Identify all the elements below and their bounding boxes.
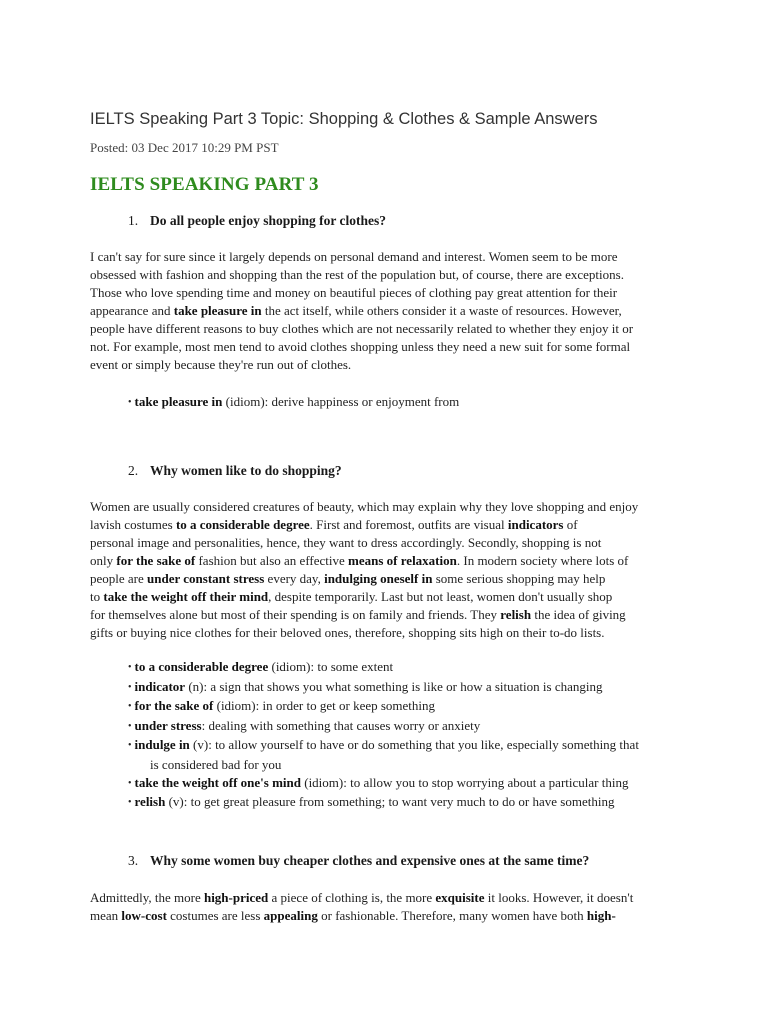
- bold-term: means of relaxation: [348, 553, 457, 568]
- bullet-icon: •: [128, 797, 132, 809]
- vocab-list-2: [128, 658, 688, 813]
- question-1: [128, 213, 386, 229]
- bullet-icon: •: [128, 662, 132, 673]
- bold-term: take the weight off their mind: [103, 589, 269, 604]
- question-number: 3.: [128, 853, 139, 868]
- vocab-term: indulge in: [134, 737, 190, 753]
- question-number: 2.: [128, 463, 139, 478]
- vocab-definition: (idiom): to some extent: [268, 659, 394, 674]
- vocab-definition-continued: is considered bad for you: [150, 756, 282, 772]
- text-line: [90, 570, 680, 588]
- vocab-term: to a considerable degree: [134, 659, 269, 674]
- text-run: , despite temporarily. Last but not least, women don't usually shop: [268, 589, 613, 604]
- text-run: the act itself, while others consider it a waste of resources. However,: [261, 303, 622, 318]
- vocab-item: [128, 393, 688, 413]
- bold-term: relish: [500, 607, 532, 622]
- question-3: [128, 853, 589, 869]
- text-line: [90, 320, 680, 338]
- vocab-definition: (n): a sign that shows you what something is like or how a situation is changing: [185, 678, 603, 694]
- question-text: Why women like to do shopping?: [150, 463, 342, 478]
- text-run: of: [563, 517, 578, 532]
- vocab-item: [128, 697, 688, 717]
- text-run: . In modern society where lots of: [456, 553, 629, 568]
- vocab-item: [128, 793, 688, 813]
- text-line: [90, 606, 680, 624]
- bullet-icon: •: [128, 720, 132, 732]
- bold-term: high-: [586, 908, 616, 923]
- text-run: Women are usually considered creatures of beauty, which may explain why they love shopping and enjoy: [90, 499, 639, 514]
- vocab-term: under stress: [134, 717, 202, 733]
- vocab-item: [128, 717, 688, 737]
- text-run: lavish costumes: [90, 517, 176, 532]
- text-line: [90, 498, 680, 516]
- text-line: [90, 356, 680, 374]
- vocab-term: relish: [134, 794, 166, 810]
- text-run: Those who love spending time and money on beautiful pieces of clothing pay great attention for their: [90, 285, 618, 300]
- bold-term: indicators: [507, 517, 564, 532]
- answer-2: [90, 498, 680, 642]
- posted-date: Posted: 03 Dec 2017 10:29 PM PST: [90, 140, 279, 155]
- question-2: [128, 463, 342, 479]
- bold-term: appealing: [263, 908, 318, 923]
- text-run: to: [90, 589, 104, 604]
- text-run: mean: [90, 908, 122, 923]
- text-run: costumes are less: [166, 908, 264, 923]
- text-line: [90, 588, 680, 606]
- text-run: personal image and personalities, hence, they want to dress accordingly. Secondly, shopping is not: [90, 535, 602, 550]
- text-run: every day,: [264, 571, 325, 586]
- bold-term: high-priced: [203, 890, 269, 905]
- vocab-definition: (idiom): derive happiness or enjoyment from: [222, 394, 460, 409]
- bold-term: take pleasure in: [173, 303, 262, 318]
- bullet-icon: •: [128, 701, 132, 713]
- text-line: [90, 889, 680, 907]
- section-heading: IELTS SPEAKING PART 3: [90, 174, 319, 195]
- bullet-icon: •: [128, 777, 132, 789]
- vocab-term: take pleasure in: [134, 394, 223, 409]
- vocab-definition: (idiom): to allow you to stop worrying about a particular thing: [300, 774, 629, 790]
- text-run: . First and foremost, outfits are visual: [309, 517, 508, 532]
- bold-term: low-cost: [121, 908, 167, 923]
- bullet-icon: •: [128, 397, 132, 408]
- text-line: [90, 302, 680, 320]
- text-line: [90, 248, 680, 266]
- bold-term: indulging oneself in: [324, 571, 433, 586]
- vocab-item: [128, 736, 688, 756]
- text-run: obsessed with fashion and shopping than the rest of the population but, of course, there are exceptions.: [90, 267, 624, 282]
- text-run: people have different reasons to buy clothes which are not necessarily related to whether they enjoy it or: [90, 321, 634, 336]
- bold-term: to a considerable degree: [175, 517, 310, 532]
- text-line: [90, 534, 680, 552]
- bold-term: under constant stress: [147, 571, 265, 586]
- text-line: [90, 338, 680, 356]
- text-run: event or simply because they're run out of clothes.: [90, 357, 352, 372]
- vocab-definition: (v): to allow yourself to have or do something that you like, especially something that: [189, 737, 639, 753]
- text-run: Admittedly, the more: [90, 890, 204, 905]
- vocab-term: for the sake of: [134, 698, 214, 714]
- text-line: [90, 284, 680, 302]
- vocab-definition: : dealing with something that causes worry or anxiety: [201, 717, 481, 733]
- bold-term: for the sake of: [116, 553, 196, 568]
- vocab-term: take the weight off one's mind: [134, 774, 301, 790]
- answer-3: [90, 889, 680, 925]
- text-run: people are: [90, 571, 148, 586]
- text-run: a piece of clothing is, the more: [268, 890, 436, 905]
- text-line: [90, 266, 680, 284]
- vocab-term: indicator: [134, 678, 186, 694]
- text-run: it looks. However, it doesn't: [484, 890, 634, 905]
- text-line: [90, 552, 680, 570]
- text-run: not. For example, most men tend to avoid clothes shopping unless they need a new suit for some formal: [90, 339, 631, 354]
- text-run: appearance and: [90, 303, 174, 318]
- vocab-item: [128, 658, 688, 678]
- text-run: the idea of giving: [531, 607, 626, 622]
- text-line: [90, 907, 680, 925]
- bullet-icon: •: [128, 681, 132, 693]
- text-run: some serious shopping may help: [432, 571, 606, 586]
- text-run: or fashionable. Therefore, many women have both: [317, 908, 587, 923]
- bullet-icon: •: [128, 740, 132, 752]
- bold-term: exquisite: [435, 890, 485, 905]
- text-run: for themselves alone but most of their spending is on family and friends. They: [90, 607, 501, 622]
- article-title: IELTS Speaking Part 3 Topic: Shopping & Clothes & Sample Answers: [90, 110, 598, 128]
- vocab-item: [128, 774, 688, 794]
- text-run: fashion but also an effective: [195, 553, 349, 568]
- text-line: [90, 624, 680, 642]
- question-text: Why some women buy cheaper clothes and expensive ones at the same time?: [150, 853, 590, 868]
- question-number: 1.: [128, 213, 139, 228]
- vocab-definition: (idiom): in order to get or keep something: [213, 698, 436, 714]
- vocab-item: [128, 678, 688, 698]
- answer-1: [90, 248, 680, 374]
- text-line: [90, 516, 680, 534]
- text-run: only: [90, 553, 117, 568]
- text-run: gifts or buying nice clothes for their beloved ones, therefore, shopping sits high on their to-do lists.: [90, 625, 605, 640]
- text-run: I can't say for sure since it largely depends on personal demand and interest. Women seem to be more: [90, 249, 618, 264]
- question-text: Do all people enjoy shopping for clothes?: [150, 213, 387, 228]
- vocab-list-1: [128, 393, 688, 413]
- vocab-definition: (v): to get great pleasure from something; to want very much to do or have something: [165, 794, 615, 810]
